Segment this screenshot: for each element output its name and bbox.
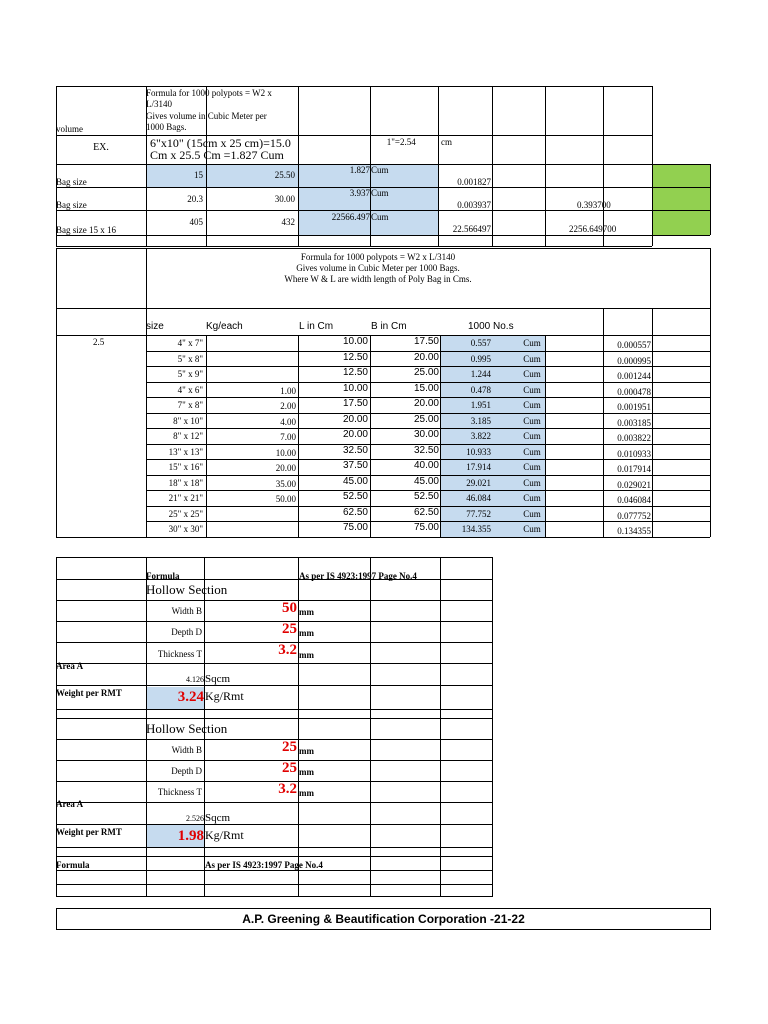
bag-length: 25.50 (274, 170, 295, 180)
bag-size-label: Bag size (56, 177, 87, 187)
inch-value: 2.54 (400, 137, 416, 147)
inch-label: 1"= (386, 137, 400, 147)
width-label: Width B (171, 606, 202, 616)
unit-label: Cum (523, 431, 541, 441)
result-value: 0.029021 (617, 480, 651, 490)
result-value: 0.010933 (617, 449, 651, 459)
unit-label: Cum (371, 188, 389, 198)
breadth-value: 52.50 (413, 491, 439, 502)
bag-result: 22.566497 (452, 224, 491, 234)
bag-width: 15 (194, 170, 203, 180)
result-value: 0.001951 (617, 402, 651, 412)
kg-value: 7.00 (280, 432, 296, 442)
kg-value: 35.00 (275, 479, 296, 489)
result-value: 0.003185 (617, 418, 651, 428)
breadth-value: 15.00 (413, 383, 439, 394)
kg-header: Kg/each (206, 321, 243, 332)
bag-size: 25" x 25" (168, 509, 203, 519)
volume-value: 0.478 (470, 385, 491, 395)
volume-label: volume (56, 124, 83, 134)
bag-length: 432 (281, 217, 295, 227)
length-value: 10.00 (342, 383, 368, 394)
length-value: 12.50 (342, 367, 368, 378)
width-value: 50 (282, 600, 297, 616)
length-value: 17.50 (342, 398, 368, 409)
area-label: Area A (56, 661, 84, 671)
length-value: 52.50 (342, 491, 368, 502)
unit-label: Cum (523, 524, 541, 534)
kg-value: 10.00 (275, 448, 296, 458)
bag-size: 8" x 12" (173, 431, 203, 441)
length-value: 20.00 (342, 414, 368, 425)
thickness-value: 3.2 (278, 781, 297, 797)
thickness-label: Thickness T (157, 787, 202, 797)
depth-value: 25 (282, 760, 297, 776)
area-unit: Sqcm (205, 812, 231, 824)
result-value: 0.134355 (617, 526, 651, 536)
mm-unit: mm (299, 607, 314, 617)
mm-unit: mm (299, 650, 314, 660)
unit-label: Cum (371, 165, 389, 175)
result-value: 0.017914 (617, 464, 651, 474)
result-value: 0.046084 (617, 495, 651, 505)
bag-width: 405 (189, 217, 203, 227)
kg-value: 2.00 (280, 401, 296, 411)
bag-size: 5" x 9" (177, 369, 203, 379)
length-value: 37.50 (342, 460, 368, 471)
unit-label: Cum (523, 447, 541, 457)
length-value: 75.00 (342, 522, 368, 533)
volume-value: 1.951 (470, 400, 491, 410)
volume-value: 0.995 (470, 354, 491, 364)
bag-size: 7" x 8" (177, 400, 203, 410)
ex-label: EX. (93, 142, 109, 153)
area-label: Area A (56, 799, 84, 809)
size-header: size (146, 321, 164, 332)
bag-size: 30" x 30" (168, 524, 203, 534)
bag-result: 0.003937 (457, 200, 491, 210)
kg-value: 4.00 (280, 417, 296, 427)
breadth-value: 62.50 (413, 507, 439, 518)
formula-label: Formula (146, 571, 180, 581)
volume-value: 3.822 (470, 431, 491, 441)
formula-text: Where W & L are width length of Poly Bag in Cms. (284, 274, 472, 284)
example-text: Cm x 25.5 Cm =1.827 Cum (150, 148, 284, 162)
unit-label: Cum (523, 462, 541, 472)
result-value: 0.000557 (617, 340, 651, 350)
bag-size: 8" x 10" (173, 416, 203, 426)
bag-width: 20.3 (187, 194, 203, 204)
unit-label: Cum (523, 400, 541, 410)
bag-result: 0.001827 (457, 177, 491, 187)
breadth-value: 30.00 (413, 429, 439, 440)
bag-size: 18" x 18" (168, 478, 203, 488)
unit-label: Cum (523, 385, 541, 395)
unit-label: Cum (371, 212, 389, 222)
formula-text: 1000 Bags. (146, 122, 187, 132)
breadth-value: 20.00 (413, 398, 439, 409)
standard-ref: As per IS 4923:1997 Page No.4 (299, 571, 417, 581)
thickness-label: Thickness T (157, 649, 202, 659)
bag-size: 4" x 7" (177, 338, 203, 348)
length-header: L in Cm (299, 321, 334, 332)
unit-label: Cum (523, 478, 541, 488)
breadth-value: 20.00 (413, 352, 439, 363)
organization-title: A.P. Greening & Beautification Corporation -21-22 (242, 912, 525, 926)
length-value: 12.50 (342, 352, 368, 363)
factor-value: 2.5 (93, 337, 105, 347)
nos-header: 1000 No.s (468, 321, 514, 332)
volume-value: 3.185 (470, 416, 491, 426)
breadth-value: 75.00 (413, 522, 439, 533)
kg-value: 1.00 (280, 386, 296, 396)
breadth-header: B in Cm (371, 321, 407, 332)
mm-unit: mm (299, 628, 314, 638)
volume-value: 29.021 (466, 478, 491, 488)
weight-unit: Kg/Rmt (205, 689, 244, 703)
standard-ref: As per IS 4923:1997 Page No.4 (205, 860, 323, 870)
weight-unit: Kg/Rmt (205, 828, 244, 842)
cm-label: cm (441, 137, 452, 147)
length-value: 10.00 (342, 336, 368, 347)
length-value: 45.00 (342, 476, 368, 487)
section-title: Hollow Section (146, 721, 228, 736)
unit-label: Cum (523, 493, 541, 503)
width-value: 25 (282, 739, 297, 755)
unit-label: Cum (523, 416, 541, 426)
depth-value: 25 (282, 621, 297, 637)
bag-size: 13" x 13" (168, 447, 203, 457)
length-value: 62.50 (342, 507, 368, 518)
width-label: Width B (171, 745, 202, 755)
volume-value: 77.752 (466, 509, 491, 519)
area-value: 2.526 (186, 814, 204, 823)
unit-label: Cum (523, 338, 541, 348)
formula-text: Gives volume in Cubic Meter per 1000 Bags. (296, 263, 460, 273)
bag-size: 15" x 16" (168, 462, 203, 472)
formula-text: L/3140 (146, 99, 172, 109)
bag-volume: 1.827 (349, 165, 370, 175)
depth-label: Depth D (171, 627, 202, 637)
bag-length: 30.00 (274, 194, 295, 204)
area-unit: Sqcm (205, 673, 231, 685)
area-value: 4.126 (186, 675, 204, 684)
breadth-value: 25.00 (413, 414, 439, 425)
unit-label: Cum (523, 509, 541, 519)
depth-label: Depth D (171, 766, 202, 776)
footer-box (56, 908, 711, 930)
result-value: 0.077752 (617, 511, 651, 521)
result-value: 0.001244 (617, 371, 651, 381)
formula-text: Formula for 1000 polypots = W2 x L/3140 (300, 252, 456, 262)
length-value: 32.50 (342, 445, 368, 456)
kg-value: 50.00 (275, 494, 296, 504)
bag-size: 4" x 6" (177, 385, 203, 395)
result-value: 0.000478 (617, 387, 651, 397)
bag-size-label: Bag size 15 x 16 (56, 225, 116, 235)
weight-label: Weight per RMT (56, 827, 122, 837)
bag-size-label: Bag size (56, 200, 87, 210)
breadth-value: 40.00 (413, 460, 439, 471)
bag-volume: 22566.497 (331, 212, 370, 222)
mm-unit: mm (299, 788, 314, 798)
bag-result-2: 0.393700 (577, 200, 611, 210)
formula-text: Formula for 1000 polypots = W2 x (146, 88, 272, 98)
result-value: 0.003822 (617, 433, 651, 443)
volume-value: 134.355 (461, 524, 491, 534)
weight-label: Weight per RMT (56, 688, 122, 698)
formula-label: Formula (56, 860, 90, 870)
mm-unit: mm (299, 746, 314, 756)
volume-value: 10.933 (466, 447, 491, 457)
weight-value: 3.24 (177, 689, 204, 705)
breadth-value: 45.00 (413, 476, 439, 487)
section-title: Hollow Section (146, 582, 228, 597)
length-value: 20.00 (342, 429, 368, 440)
volume-value: 17.914 (466, 462, 491, 472)
unit-label: Cum (523, 354, 541, 364)
formula-text: Gives volume in Cubic Meter per (146, 111, 267, 121)
example-text: 6"x10" (15cm x 25 cm)=15.0 (150, 136, 291, 150)
mm-unit: mm (299, 767, 314, 777)
thickness-value: 3.2 (278, 642, 297, 658)
weight-value: 1.98 (177, 828, 204, 844)
bag-size: 21" x 21" (168, 493, 203, 503)
unit-label: Cum (523, 369, 541, 379)
bag-result-2: 2256.649700 (569, 224, 617, 234)
breadth-value: 25.00 (413, 367, 439, 378)
volume-value: 1.244 (470, 369, 491, 379)
breadth-value: 32.50 (413, 445, 439, 456)
kg-value: 20.00 (275, 463, 296, 473)
breadth-value: 17.50 (413, 336, 439, 347)
bag-size: 5" x 8" (177, 354, 203, 364)
volume-value: 0.557 (470, 338, 491, 348)
volume-value: 46.084 (466, 493, 491, 503)
bag-volume: 3.937 (349, 188, 370, 198)
result-value: 0.000995 (617, 356, 651, 366)
